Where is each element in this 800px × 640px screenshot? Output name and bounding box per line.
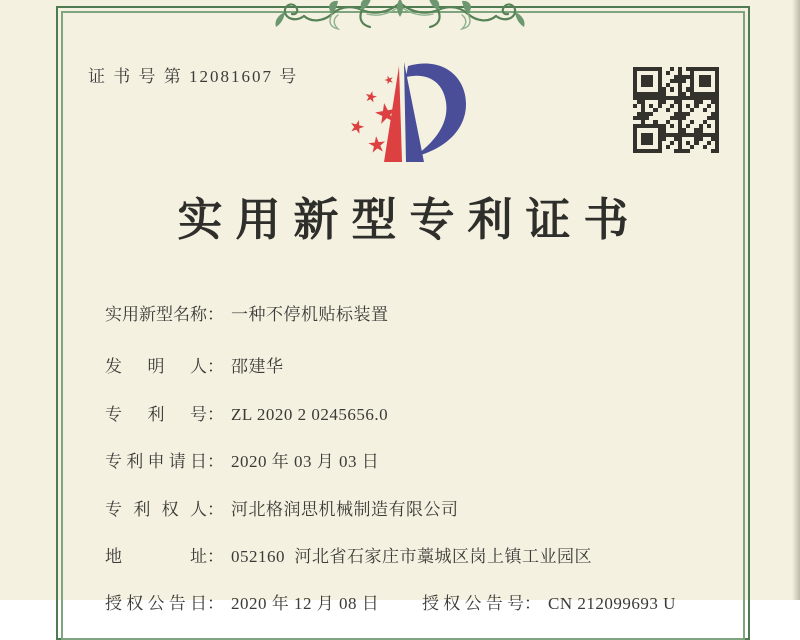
field-label: 专利号 — [105, 405, 207, 424]
field-colon: ： — [207, 500, 224, 519]
filigree-ornament — [270, 0, 530, 35]
field-label: 实用新型名称 — [105, 305, 207, 324]
field-value: 邵建华 — [231, 357, 284, 376]
field-value: 2020 年 03 月 03 日 — [231, 452, 380, 471]
field-row-grant-date — [88, 569, 379, 634]
field-label: 授权公告日 — [105, 594, 207, 613]
field-value: 河北格润思机械制造有限公司 — [231, 500, 459, 519]
field-value: 一种不停机贴标装置 — [231, 305, 389, 324]
cnipa-patent-logo — [336, 54, 484, 172]
logo-blue-spire — [404, 62, 424, 162]
certificate-title: 实用新型专利证书 — [177, 195, 642, 245]
field-colon: ： — [207, 547, 224, 566]
field-colon: ： — [207, 357, 224, 376]
field-colon: ： — [207, 594, 224, 613]
field-label: 专利权人 — [105, 500, 207, 519]
field-value: ZL 2020 2 0245656.0 — [231, 405, 389, 424]
field-colon: ： — [524, 594, 541, 613]
field-value: 2020 年 12 月 08 日 — [231, 594, 380, 613]
qr-code — [633, 67, 719, 153]
field-label: 发明人 — [105, 357, 207, 376]
field-colon: ： — [207, 452, 224, 471]
field-colon: ： — [207, 405, 224, 424]
field-colon: ： — [207, 305, 224, 324]
certificate-number: 证 书 号 第 12081607 号 — [88, 67, 299, 86]
field-value: 052160 河北省石家庄市藁城区岗上镇工业园区 — [231, 547, 592, 566]
field-value: CN 212099693 U — [548, 594, 676, 613]
field-label: 专利申请日 — [105, 452, 207, 471]
field-label: 授权公告号 — [422, 594, 524, 613]
field-label: 地址 — [105, 547, 207, 566]
field-row-grant-number — [405, 569, 676, 634]
scan-edge-shadow — [792, 0, 800, 600]
